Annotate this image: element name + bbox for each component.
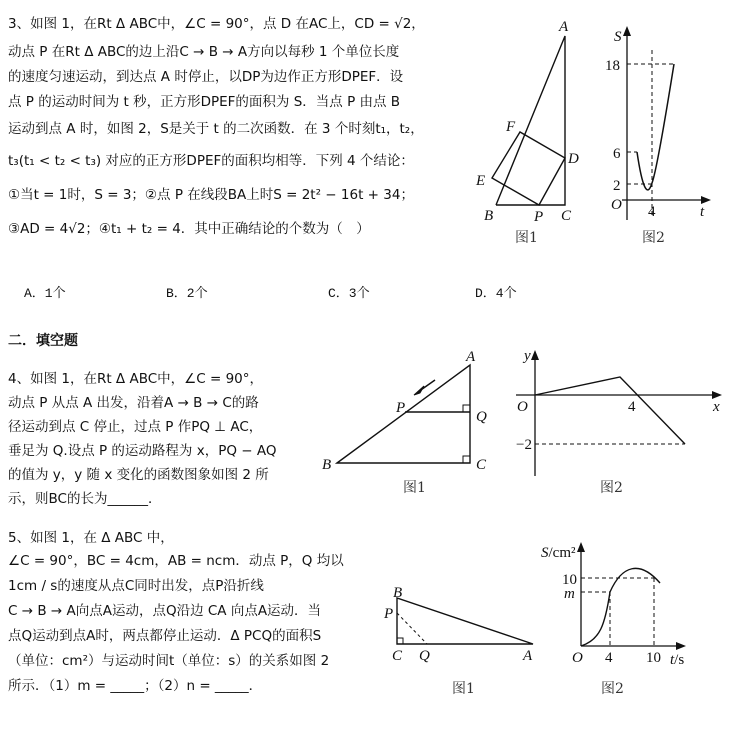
svg-text:y: y xyxy=(524,348,531,364)
q5-line-6: （单位：cm²）与运动时间t（单位：s）的关系如图 2 xyxy=(8,653,330,669)
svg-text:C: C xyxy=(476,457,487,473)
svg-text:A: A xyxy=(523,648,533,664)
q3-line-2: 动点 P 在Rt Δ ABC的边上沿C → B → A方向以每秒 1 个单位长度 xyxy=(8,44,400,60)
q3-line-8: ③AD = 4√2；④t₁ + t₂ = 4．其中正确结论的个数为（ ） xyxy=(8,221,370,237)
svg-text:t: t xyxy=(700,204,705,220)
q4-fig2-caption: 图2 xyxy=(600,480,623,496)
q4-figure-1 xyxy=(310,340,510,510)
q5-line-4: C → B → A向点A运动，点Q沿边 CA 向点A运动．当 xyxy=(8,603,322,619)
q3-line-1: 3、如图 1，在Rt Δ ABC中，∠C = 90°，点 D 在AC上，CD = √2， xyxy=(8,16,425,32)
svg-text:S: S xyxy=(614,29,622,45)
svg-text:O: O xyxy=(517,399,528,415)
q5-line-2: ∠C = 90°，BC = 4cm，AB = ncm．动点 P，Q 均以 xyxy=(8,553,344,569)
svg-text:C: C xyxy=(392,648,403,664)
svg-text:C: C xyxy=(561,208,572,224)
svg-text:A: A xyxy=(559,19,569,35)
q3-line-7: ①当t = 1时，S = 3；②点 P 在线段BA上时S = 2t² − 16t + 34； xyxy=(8,187,414,203)
svg-text:4: 4 xyxy=(648,204,656,220)
svg-text:E: E xyxy=(476,173,486,189)
svg-text:D: D xyxy=(568,151,579,167)
q3-line-6: t₃(t₁ < t₂ < t₃) 对应的正方形DPEF的面积均相等．下列 4 个结论： xyxy=(8,153,414,169)
svg-text:B: B xyxy=(393,585,403,601)
svg-text:P: P xyxy=(384,606,394,622)
svg-text:Q: Q xyxy=(419,648,430,664)
svg-text:−2: −2 xyxy=(516,437,532,453)
q4-line-4: 垂足为 Q.设点 P 的运动路程为 x，PQ − AQ xyxy=(8,443,277,459)
q5-line-1: 5、如图 1，在 Δ ABC 中， xyxy=(8,530,174,546)
svg-text:2: 2 xyxy=(613,178,621,194)
section-title: 二．填空题 xyxy=(8,333,78,349)
q5-line-7: 所示．（1）m = _____；（2）n = _____． xyxy=(8,678,263,694)
q5-figure-1 xyxy=(380,570,550,700)
svg-text:O: O xyxy=(572,650,583,666)
q4-line-1: 4、如图 1，在Rt Δ ABC中，∠C = 90°， xyxy=(8,371,263,387)
q5-fig2-caption: 图2 xyxy=(601,681,624,697)
q4-line-3: 径运动到点 C 停止，过点 P 作PQ ⊥ AC， xyxy=(8,419,263,435)
svg-text:S/cm²: S/cm² xyxy=(541,545,576,561)
q3-figure-1 xyxy=(470,0,600,250)
q4-text xyxy=(8,366,277,510)
q3-figure-2 xyxy=(600,0,729,250)
q3-line-5: 运动到点 A 时，如图 2，S是关于 t 的二次函数．在 3 个时刻t₁，t₂， xyxy=(8,121,424,137)
q4-line-2: 动点 P 从点 A 出发，沿着A → B → C的路 xyxy=(8,395,259,411)
q4-figure-2 xyxy=(510,340,729,510)
svg-text:10: 10 xyxy=(646,650,661,666)
svg-text:O: O xyxy=(611,197,622,213)
svg-text:P: P xyxy=(396,400,406,416)
svg-text:4: 4 xyxy=(628,399,636,415)
svg-text:B: B xyxy=(484,208,494,224)
svg-text:B: B xyxy=(322,457,332,473)
q5-line-3: 1cm / s的速度从点C同时出发，点P沿折线 xyxy=(8,578,264,594)
svg-text:F: F xyxy=(506,119,516,135)
q4-line-5: 的值为 y，y 随 x 变化的函数图象如图 2 所 xyxy=(8,467,269,483)
svg-text:x: x xyxy=(713,399,720,415)
q3-fig2-caption: 图2 xyxy=(642,230,665,246)
q3-fig1-caption: 图1 xyxy=(515,230,538,246)
q3-option-d: D．4个 xyxy=(475,286,517,301)
svg-text:m: m xyxy=(564,586,575,602)
svg-text:t/s: t/s xyxy=(670,652,685,668)
q5-figure-2 xyxy=(540,530,729,710)
q3-option-a: A．1个 xyxy=(24,286,66,301)
q4-line-6: 示，则BC的长为______． xyxy=(8,491,162,507)
svg-text:P: P xyxy=(534,209,544,225)
q4-fig1-caption: 图1 xyxy=(403,480,426,496)
q5-fig1-caption: 图1 xyxy=(452,681,475,697)
q3-line-3: 的速度匀速运动，到达点 A 时停止，以DP为边作正方形DPEF．设 xyxy=(8,69,404,85)
q5-line-5: 点Q运动到点A时，两点都停止运动．Δ PCQ的面积S xyxy=(8,628,322,644)
q3-option-c: C．3个 xyxy=(328,286,370,301)
q3-text xyxy=(8,9,425,246)
q3-line-4: 点 P 的运动时间为 t 秒，正方形DPEF的面积为 S．当点 P 由点 B xyxy=(8,94,401,110)
svg-text:6: 6 xyxy=(613,146,621,162)
q5-text xyxy=(8,528,344,698)
svg-text:18: 18 xyxy=(605,58,620,74)
svg-text:4: 4 xyxy=(605,650,613,666)
svg-text:10: 10 xyxy=(562,572,577,588)
svg-text:A: A xyxy=(466,349,476,365)
svg-text:Q: Q xyxy=(476,409,487,425)
q3-option-b: B．2个 xyxy=(166,286,208,301)
